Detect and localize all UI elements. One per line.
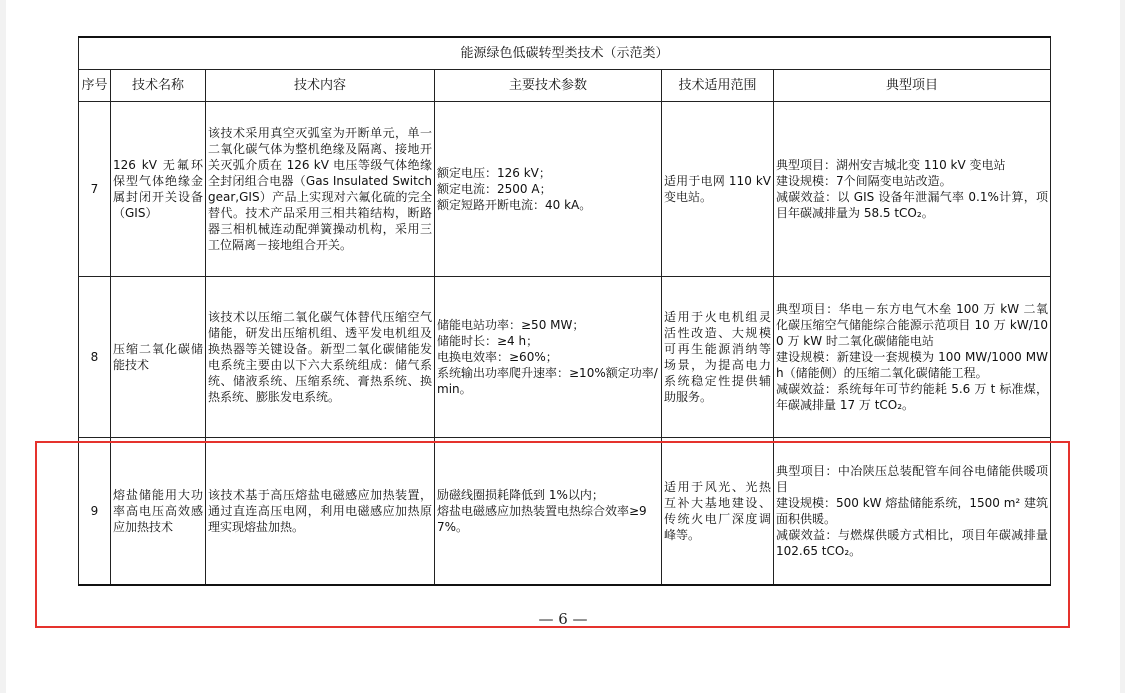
param-line: 额定电压：126 kV； bbox=[437, 166, 551, 180]
project-line: 建设规模：7个间隔变电站改造。 bbox=[776, 174, 952, 188]
param-line: 储能时长：≥4 h； bbox=[437, 334, 539, 348]
param-line: 励磁线圈损耗降低到 1%以内； bbox=[437, 488, 604, 502]
param-line: 额定短路开断电流：40 kA。 bbox=[437, 198, 592, 212]
project-line: 减碳效益：系统每年可节约能耗 5.6 万 t 标准煤，年碳减排量 17 万 tCO₂。 bbox=[776, 382, 1049, 412]
param-line: 储能电站功率：≥50 MW； bbox=[437, 318, 585, 332]
row-number: 7 bbox=[79, 102, 111, 277]
tech-content: 该技术采用真空灭弧室为开断单元，单一二氧化碳气体为整机绝缘及隔离、接地开关灭弧介质在 126 kV 电压等级气体绝缘全封闭组合电器（Gas Insulated Switchgear,GIS）产品上实现对六氟化硫的完全替代。技术产品采用三相共箱结构，断路器三相机械连动配弹簧操动机构，采用三工位隔离－接地组合开关。 bbox=[206, 102, 435, 277]
project-line: 典型项目：湖州安吉城北变 110 kV 变电站 bbox=[776, 158, 1006, 172]
tech-scope: 适用于电网 110 kV 变电站。 bbox=[662, 102, 774, 277]
param-line: 熔盐电磁感应加热装置电热综合效率≥97%。 bbox=[437, 504, 647, 534]
header-no: 序号 bbox=[79, 70, 111, 102]
tech-name: 压缩二氧化碳储能技术 bbox=[111, 277, 206, 438]
row-number: 9 bbox=[79, 438, 111, 586]
param-line: 电换电效率：≥60%； bbox=[437, 350, 558, 364]
param-line: 系统输出功率爬升速率：≥10%额定功率/min。 bbox=[437, 366, 658, 396]
table-row bbox=[79, 438, 1051, 586]
project-line: 建设规模：新建设一套规模为 100 MW/1000 MWh（储能侧）的压缩二氧化碳储能工程。 bbox=[776, 350, 1049, 380]
tech-scope: 适用于风光、光热互补大基地建设、传统火电厂深度调峰等。 bbox=[662, 438, 774, 586]
table-title-row bbox=[79, 37, 1051, 70]
table-header-row bbox=[79, 70, 1051, 102]
tech-params bbox=[435, 102, 662, 277]
tech-name: 126 kV 无氟环保型气体绝缘金属封闭开关设备（GIS） bbox=[111, 102, 206, 277]
project-line: 建设规模：500 kW 熔盐储能系统，1500 m² 建筑面积供暖。 bbox=[776, 496, 1049, 526]
project-line: 减碳效益：以 GIS 设备年泄漏气率 0.1%计算，项目年碳减排量为 58.5 tCO₂。 bbox=[776, 190, 1049, 220]
table-row bbox=[79, 277, 1051, 438]
project-line: 典型项目：中冶陕压总装配管车间谷电储能供暖项目 bbox=[776, 464, 1049, 494]
row-number: 8 bbox=[79, 277, 111, 438]
document-page bbox=[6, 0, 1120, 693]
typical-project bbox=[774, 277, 1051, 438]
tech-params bbox=[435, 438, 662, 586]
table-row bbox=[79, 102, 1051, 277]
header-name: 技术名称 bbox=[111, 70, 206, 102]
tech-content: 该技术以压缩二氧化碳气体替代压缩空气储能，研发出压缩机组、透平发电机组及换热器等关键设备。新型二氧化碳储能发电系统主要由以下六大系统组成：储气系统、储液系统、压缩系统、膏热系统、换热系统、膨胀发电系统。 bbox=[206, 277, 435, 438]
tech-name: 熔盐储能用大功率高电压高效感应加热技术 bbox=[111, 438, 206, 586]
typical-project bbox=[774, 438, 1051, 586]
header-scope: 技术适用范围 bbox=[662, 70, 774, 102]
page-number: — 6 — bbox=[538, 610, 588, 628]
table-title: 能源绿色低碳转型类技术（示范类） bbox=[79, 37, 1051, 70]
header-params: 主要技术参数 bbox=[435, 70, 662, 102]
tech-content: 该技术基于高压熔盐电磁感应加热装置，通过直连高压电网，利用电磁感应加热原理实现熔盐加热。 bbox=[206, 438, 435, 586]
tech-scope: 适用于火电机组灵活性改造、大规模可再生能源消纳等场景，为提高电力系统稳定性提供辅助服务。 bbox=[662, 277, 774, 438]
technology-table bbox=[78, 36, 1051, 586]
typical-project bbox=[774, 102, 1051, 277]
tech-params bbox=[435, 277, 662, 438]
project-line: 减碳效益：与燃煤供暖方式相比，项目年碳减排量 102.65 tCO₂。 bbox=[776, 528, 1049, 558]
param-line: 额定电流：2500 A； bbox=[437, 182, 552, 196]
header-project: 典型项目 bbox=[774, 70, 1051, 102]
project-line: 典型项目：华电－东方电气木垒 100 万 kW 二氧化碳压缩空气储能综合能源示范项目 10 万 kW/100 万 kW 时二氧化碳储能电站 bbox=[776, 302, 1049, 348]
header-content: 技术内容 bbox=[206, 70, 435, 102]
